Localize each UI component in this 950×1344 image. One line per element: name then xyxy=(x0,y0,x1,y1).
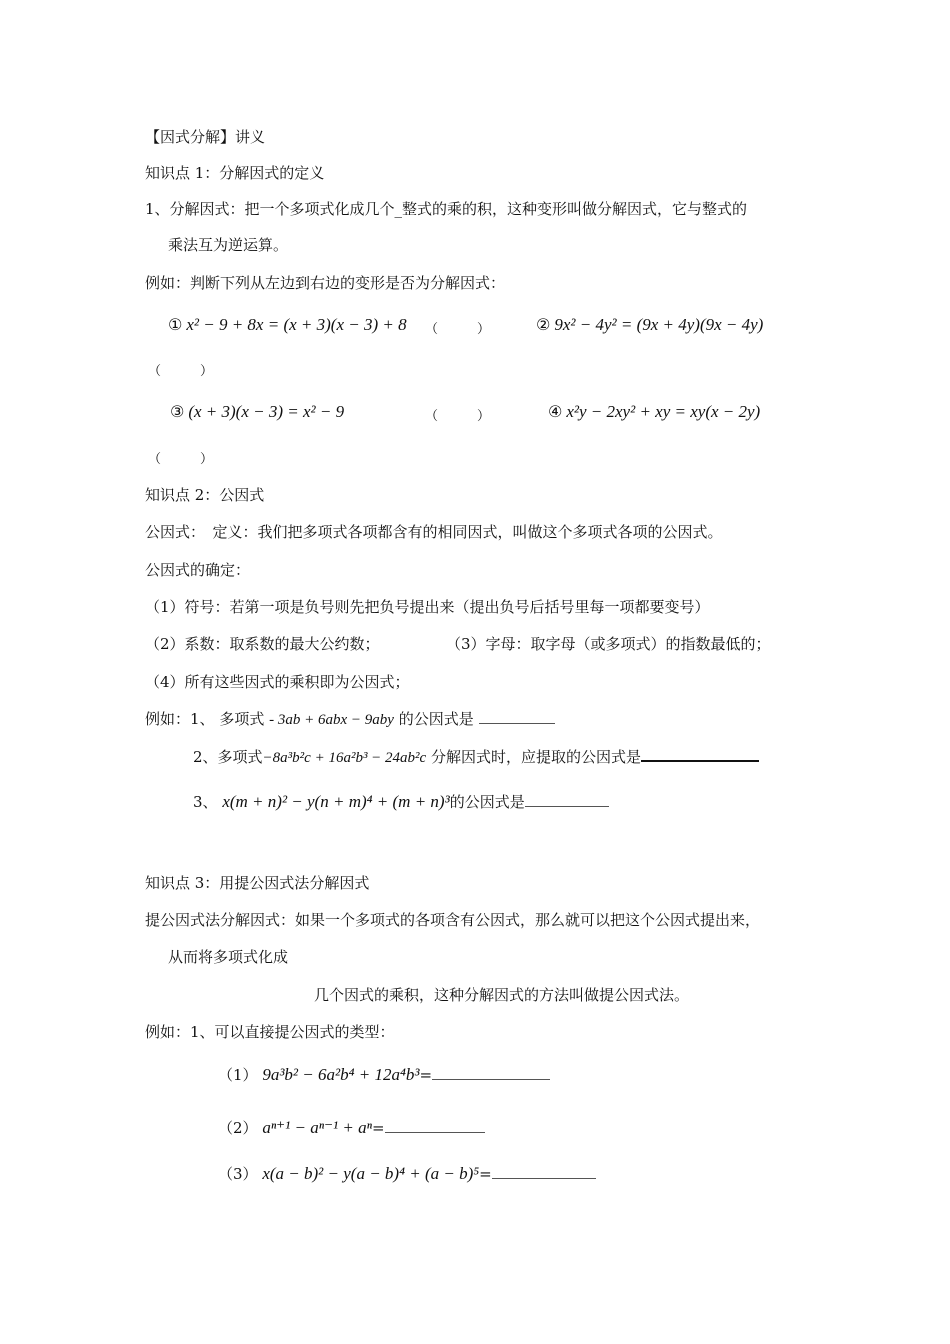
item-number: （3） xyxy=(218,1165,258,1183)
kp3-item-1 xyxy=(218,1064,550,1086)
kp3-example-intro: 例如：1、可以直接提公因式的类型： xyxy=(145,1023,395,1041)
answer-paren-4[interactable]: （ ） xyxy=(148,452,214,467)
expression: (x + 3)(x − 3) = x² − 9 xyxy=(188,402,345,421)
kp1-definition-line1: 1、分解因式：把一个多项式化成几个_整式的乘的积，这种变形叫做分解因式，它与整式的 xyxy=(145,200,748,218)
kp2-rule-2: （2）系数：取系数的最大公约数； xyxy=(145,635,380,653)
kp1-item-3 xyxy=(170,401,344,423)
kp1-example-intro: 例如：判断下列从左边到右边的变形是否为分解因式： xyxy=(145,274,506,292)
kp2-rule-1: （1）符号：若第一项是负号则先把负号提出来（提出负号后括号里每一项都要变号） xyxy=(145,598,710,616)
kp2-example-3 xyxy=(193,791,609,813)
expression: 9x² − 4y² = (9x + 4y)(9x − 4y) xyxy=(554,315,764,334)
document-title: 【因式分解】讲义 xyxy=(145,128,266,146)
example-label: 3、 xyxy=(193,793,218,811)
kp2-example-2 xyxy=(193,746,759,769)
example-suffix: 的公因式是 xyxy=(449,793,525,811)
example-suffix: 分解因式时，应提取的公因式是 xyxy=(431,748,642,766)
expression: −8a³b²c + 16a²b³ − 24ab²c xyxy=(262,750,427,766)
example-label: 1、 多项式 xyxy=(190,710,265,728)
answer-blank[interactable] xyxy=(385,1118,485,1133)
kp2-definition: 公因式： 定义：我们把多项式各项都含有的相同因式，叫做这个多项式各项的公因式。 xyxy=(145,523,723,541)
kp1-item-2 xyxy=(536,314,763,336)
kp1-item-4 xyxy=(548,401,760,423)
kp2-example-1 xyxy=(145,708,555,731)
answer-blank[interactable] xyxy=(432,1065,550,1080)
kp3-heading: 知识点 3：用提公因式法分解因式 xyxy=(145,874,370,892)
equals-sign: = xyxy=(419,1066,433,1084)
answer-paren-3[interactable]: （ ） xyxy=(425,409,491,424)
expression: x(a − b)² − y(a − b)⁴ + (a − b)⁵ xyxy=(262,1164,480,1183)
item-number: （1） xyxy=(218,1066,258,1084)
item-number: ① xyxy=(168,315,183,334)
kp1-item-1 xyxy=(168,314,407,336)
item-number: （2） xyxy=(218,1119,258,1137)
item-number: ② xyxy=(536,315,551,334)
kp3-item-2 xyxy=(218,1117,485,1139)
kp3-definition-line2: 从而将多项式化成 xyxy=(168,948,289,966)
expression: - 3ab + 6abx − 9aby xyxy=(269,712,394,728)
kp3-definition-line1: 提公因式法分解因式：如果一个多项式的各项含有公因式，那么就可以把这个公因式提出来， xyxy=(145,911,761,929)
answer-blank[interactable] xyxy=(479,709,555,724)
example-label: 2、多项式 xyxy=(193,748,263,766)
item-number: ③ xyxy=(170,402,185,421)
expression: x(m + n)² − y(n + m)⁴ + (m + n)³ xyxy=(222,792,450,811)
answer-blank[interactable] xyxy=(525,792,609,807)
expression: aⁿ⁺¹ − aⁿ⁻¹ + aⁿ xyxy=(262,1118,372,1137)
expression: x² − 9 + 8x = (x + 3)(x − 3) + 8 xyxy=(186,315,407,334)
kp1-definition-line2: 乘法互为逆运算。 xyxy=(168,236,289,254)
example-prefix: 例如： xyxy=(145,710,191,728)
equals-sign: = xyxy=(479,1165,492,1183)
kp2-rule-3: （3）字母：取字母（或多项式）的指数最低的； xyxy=(446,635,771,653)
kp3-definition-line3: 几个因式的乘积，这种分解因式的方法叫做提公因式法。 xyxy=(314,986,690,1004)
example-suffix: 的公因式是 xyxy=(398,710,474,728)
answer-paren-1[interactable]: （ ） xyxy=(425,322,491,337)
kp3-item-3 xyxy=(218,1163,596,1185)
expression: x²y − 2xy² + xy = xy(x − 2y) xyxy=(566,402,761,421)
kp2-rule-4: （4）所有这些因式的乘积即为公因式； xyxy=(145,673,410,691)
item-number: ④ xyxy=(548,402,563,421)
expression: 9a³b² − 6a²b⁴ + 12a⁴b³ xyxy=(262,1065,420,1084)
kp2-heading: 知识点 2：公因式 xyxy=(145,486,265,504)
equals-sign: = xyxy=(371,1119,385,1137)
kp2-determine-heading: 公因式的确定： xyxy=(145,561,251,579)
answer-paren-2[interactable]: （ ） xyxy=(148,364,214,379)
kp1-heading: 知识点 1：分解因式的定义 xyxy=(145,164,325,182)
answer-blank[interactable] xyxy=(492,1164,596,1179)
answer-blank[interactable] xyxy=(641,746,759,762)
